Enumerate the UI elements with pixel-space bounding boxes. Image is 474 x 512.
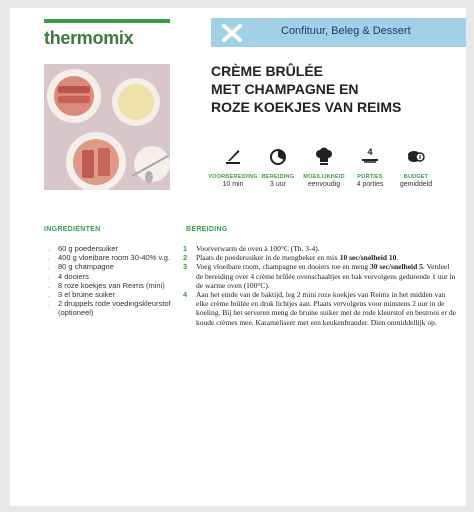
brand-bar: [44, 19, 170, 23]
list-item: . 8 roze koekjes van Reims (mini): [48, 281, 178, 290]
step-item: 1 Voorverwarm de oven à 100°C (Th. 3-4).: [183, 244, 320, 253]
category-label: Confituur, Beleg & Dessert: [281, 25, 411, 37]
recipe-title: [211, 62, 461, 116]
brand-logo: thermomix: [44, 28, 134, 48]
steps-list: [183, 244, 458, 327]
recipe-card: [10, 8, 466, 506]
step-item: 4 Aan het einde van de baktijd, leg 2 mini roze koekjes van Reims in het midden van elke crème brûlée en druk lichtjes aan. Plaats vervolgens voor minstens 2 uur in de koeling. Bij het serveren meng de bruine suiker met de rode kleurstof en bestrooi er de koude crèmes mee. Karameliseer met een keukenbrander. Dien onmiddellijk op.: [183, 290, 456, 327]
recipe-photo: [44, 64, 170, 190]
title-line-1: CRÈME BRÛLÉE: [211, 63, 324, 79]
list-item: . 60 g poedersuiker: [48, 244, 178, 253]
list-item: . 4 dooiers: [48, 272, 178, 281]
title-line-3: ROZE KOEKJES VAN REIMS: [211, 99, 402, 115]
svg-text:4: 4: [367, 147, 373, 157]
category-banner: [211, 18, 466, 47]
ingredients-heading: INGREDIËNTEN: [44, 226, 101, 233]
list-item: . 80 g champagne: [48, 262, 178, 271]
meta-moeilijkheid: MOEILIJKHEID eenvoudig: [299, 146, 349, 188]
coins-icon: [406, 146, 426, 166]
list-item: . 400 g vloeibare room 30-40% v.g.: [48, 253, 178, 262]
list-item: . 2 druppels rode voedingskleurstof (optioneel): [48, 299, 178, 317]
plate-icon: [360, 146, 380, 166]
knife-board-icon: [223, 146, 243, 166]
meta-porties: 4 PORTIES 4 porties: [356, 147, 384, 188]
step-item: 3 Voeg vloeibare room, champagne en dooiers toe en meng 30 sec/snelheid 5. Verdeel de bereiding over 4 crème brûlée ovenschaaltjes en bak vervolgens gedurende 1 uur in de warme oven (100°C).: [183, 262, 456, 290]
chef-hat-icon: [314, 146, 334, 166]
ingredients-list: [48, 244, 178, 318]
list-item: . 3 el bruine suiker: [48, 290, 178, 299]
timer-icon: [268, 146, 288, 166]
steps-heading: BEREIDING: [186, 226, 228, 233]
meta-bereiding: BEREIDING 3 uur: [253, 146, 303, 188]
title-line-2: MET CHAMPAGNE EN: [211, 81, 359, 97]
meta-budget: BUDGET gemiddeld: [391, 146, 441, 188]
step-item: 2 Plaats de poedersuiker in de mengbeker en mix 10 sec/snelheid 10.: [183, 253, 399, 263]
thermomix-x-icon: [221, 22, 243, 44]
meta-voorbereiding: VOORBEREIDING 10 min: [208, 146, 258, 188]
